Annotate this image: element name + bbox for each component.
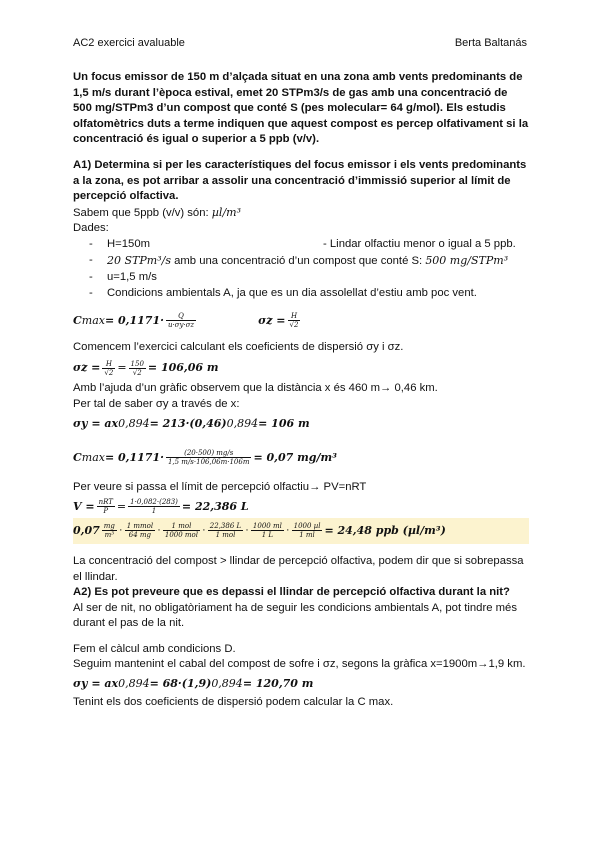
data-item-conditions: - Condicions ambientals A, ja que es un dia assolellat d’estiu amb poc vent.: [73, 286, 529, 302]
sigma-z-calc: σz = $\frac{H}{√2}$ = $\frac{150}{√2}$ = 106,06 m: [73, 359, 219, 377]
problem-statement: Un focus emissor de 150 m d’alçada situat en una zona amb vents predominants de 1,5 m/s durant l’època estival, emet 20 STPm3/s de gas amb una concentració de 500 mg/STPm3 d’un compost que conté S (pes molecular= 64 g/mol). Els estudis olfatomètrics duts a terme indiquen que aquest compost es percep olfativament si la concentració és igual o superior a 5 ppb (v/v).: [73, 71, 529, 146]
sigma-y-calc: σy = ax 0,894 = 213·(0,46) 0,894 = 106 m: [73, 416, 310, 430]
data-list: [73, 237, 529, 302]
volume-calc: V = $\frac{\text{nRT}}{P}$ = $\frac{1\cdot 0,082\cdot(283)}{1}$ = 22,386 L: [73, 498, 249, 516]
conclusion-a1: La concentració del compost > llindar de percepció olfactiva, podem dir que si sobrepassa el llindar.: [73, 554, 524, 583]
question-a2: A2) Es pot preveure que es depassi el llindar de percepció olfactiva durant la nit?: [73, 586, 510, 599]
pertal-line: Per tal de saber σy a través de x:: [73, 397, 240, 410]
cmax-formula: C max = 0,1171· $\frac{Q}{u\cdot\sigma y\cdot\sigma z}$ σz = $\frac{H}{√2}$: [73, 312, 299, 330]
data-item-h: - H=150m - Lindar olfactiu menor o igual a 5 ppb.: [73, 237, 529, 253]
dades-label: Dades:: [73, 222, 109, 235]
a2-paragraph-1: Al ser de nit, no obligatòriament ha de seguir les condicions ambientals A, pot tindre més durant el pas de la nit.: [73, 601, 517, 630]
conversion-calc: 0,07 $\frac{mg}{\text{m³}}$ · $\frac{\text{1 mmol}}{64 mg}$ · $\frac{\text{1 mol}}{\text{1000 mol}}$ · $\frac{22,386 L}{\text{1 mol}}$ · $\frac{1000 ml}{1 L}$ · $\frac{\text{1000 µl}}{1 ml}$ = 24,48 ppb (µl/m³): [73, 518, 529, 544]
cmax-calc: C max = 0,1171· $\frac{(20\cdot 500) mg/s}{1,5 m/s\cdot 106,06m\cdot 106m}$ = 0,07 mg/m³: [73, 448, 337, 466]
data-item-flow: - 20 STPm³/s amb una concentració d’un compost que conté S: 500 mg/STPm³: [73, 253, 529, 270]
document-body: [73, 70, 529, 711]
sabem-line: Sabem que 5ppb (v/v) són: µl/m³: [73, 205, 241, 219]
a2-paragraph-4: Tenint els dos coeficients de dispersió podem calcular la C max.: [73, 696, 394, 709]
sigma-y-night-calc: σy = ax 0,894 = 68·(1,9) 0,894 = 120,70 m: [73, 677, 314, 691]
header-right: Berta Baltanás: [454, 37, 527, 49]
header-left: AC2 exercici avaluable: [73, 37, 185, 49]
pervere-line: Per veure si passa el límit de percepció olfactiu→ PV=nRT: [73, 481, 367, 494]
a2-paragraph-3: Seguim mantenint el cabal del compost de sofre i σz, segons la gràfica x=1900m→1,9 km.: [73, 658, 526, 671]
a2-paragraph-2: Fem el càlcul amb condicions D.: [73, 642, 236, 655]
question-a1: A1) Determina si per les característiques del focus emissor i els vents predominants a la zona, es pot arribar a assolir una concentració d’immissió superior al límit de percepció olfactiva.: [73, 158, 527, 203]
data-item-u: - u=1,5 m/s: [73, 270, 529, 286]
grafic-line: Amb l’ajuda d’un gràfic observem que la distància x és 460 m→ 0,46 km.: [73, 382, 438, 395]
comencem-line: Comencem l’exercici calculant els coeficients de dispersió σy i σz.: [73, 340, 404, 353]
